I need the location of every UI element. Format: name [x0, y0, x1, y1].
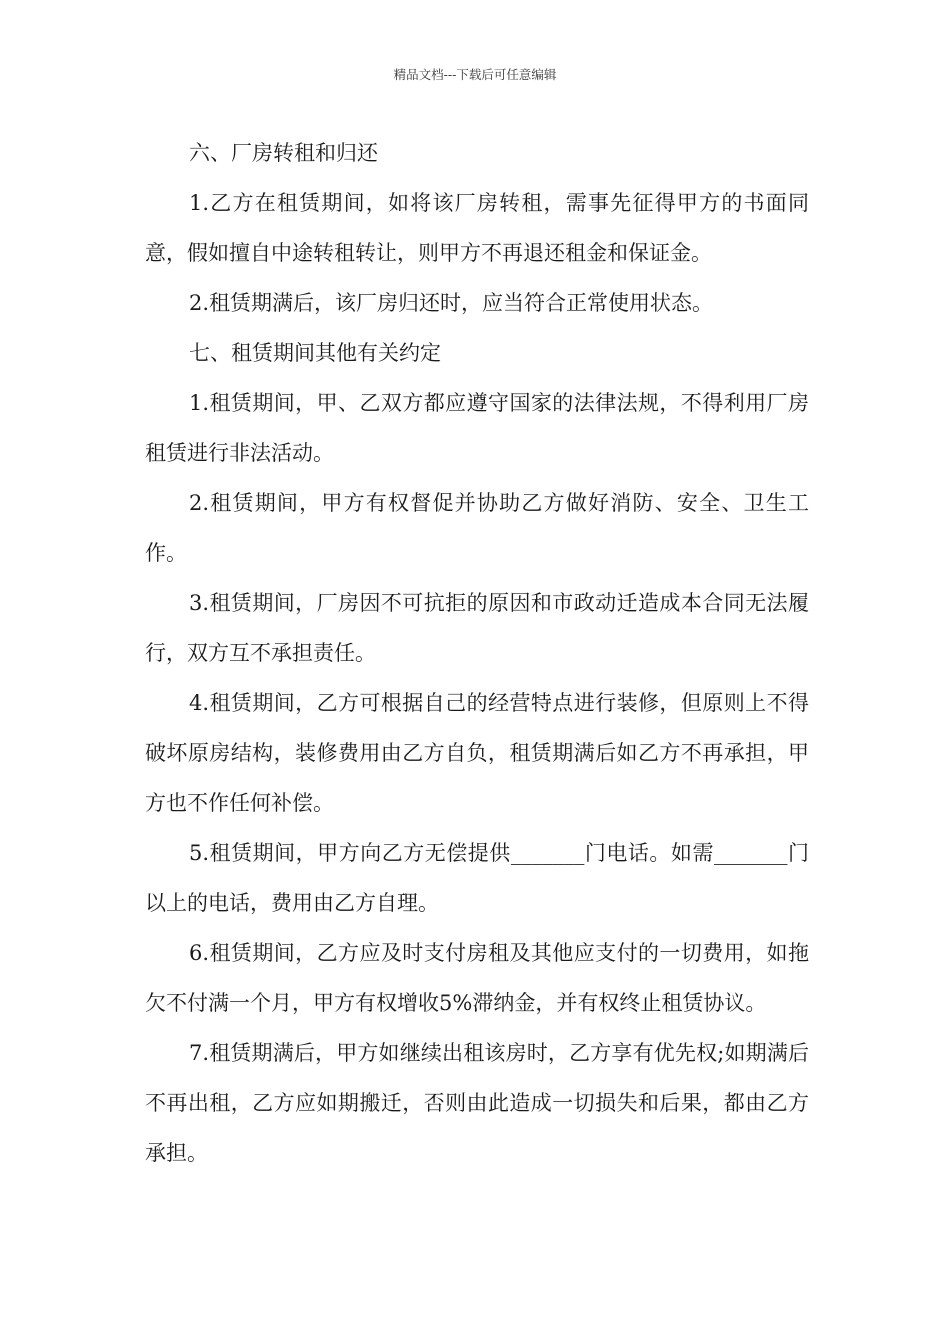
- clause-paragraph: 1.乙方在租赁期间，如将该厂房转租，需事先征得甲方的书面同意，假如擅自中途转租转让，则甲方不再退还租金和保证金。: [145, 191, 809, 265]
- clause-paragraph: 6.租赁期间，乙方应及时支付房租及其他应支付的一切费用，如拖欠不付满一个月，甲方有权增收5%滞纳金，并有权终止租赁协议。: [145, 941, 809, 1015]
- clause-paragraph: 4.租赁期间，乙方可根据自己的经营特点进行装修，但原则上不得破坏原房结构，装修费用由乙方自负，租赁期满后如乙方不再承担，甲方也不作任何补偿。: [145, 691, 809, 815]
- document-body: [145, 128, 809, 1178]
- clause-paragraph: 2.租赁期满后，该厂房归还时，应当符合正常使用状态。: [189, 291, 714, 315]
- section-heading-sublease: 六、厂房转租和归还: [189, 141, 378, 165]
- page-header: 精品文档---下载后可任意编辑: [393, 67, 557, 82]
- clause-paragraph: 2.租赁期间，甲方有权督促并协助乙方做好消防、安全、卫生工作。: [145, 491, 809, 565]
- clause-paragraph: 5.租赁期间，甲方向乙方无偿提供_______门电话。如需_______门以上的电话，费用由乙方自理。: [145, 841, 809, 915]
- clause-paragraph: 3.租赁期间，厂房因不可抗拒的原因和市政动迁造成本合同无法履行，双方互不承担责任。: [145, 591, 809, 665]
- section-heading-other-terms: 七、租赁期间其他有关约定: [189, 341, 441, 365]
- clause-paragraph: 1.租赁期间，甲、乙双方都应遵守国家的法律法规，不得利用厂房租赁进行非法活动。: [145, 391, 809, 465]
- clause-paragraph: 7.租赁期满后，甲方如继续出租该房时，乙方享有优先权;如期满后不再出租，乙方应如期搬迁，否则由此造成一切损失和后果，都由乙方承担。: [145, 1041, 809, 1165]
